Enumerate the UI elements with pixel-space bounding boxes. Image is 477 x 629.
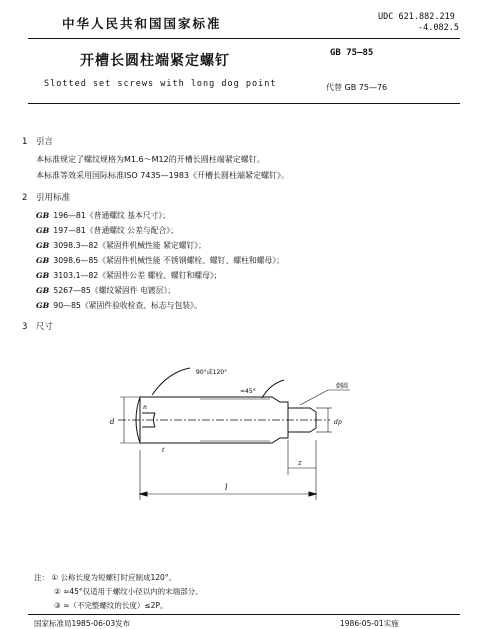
reference-item: GB 197—81《普通螺纹 公差与配合》；	[36, 226, 178, 235]
chamfer-label: 倒圆	[336, 383, 349, 390]
section-1-para-2: 本标准等效采用国际标准ISO 7435—1983《开槽长圆柱端紧定螺钉》。	[36, 171, 289, 180]
footer-rule	[28, 614, 460, 615]
gb-number: GB 75—85	[330, 48, 374, 58]
section-1-para-1: 本标准规定了螺纹规格为M1.6～M12的开槽长圆柱端紧定螺钉。	[36, 155, 265, 164]
reference-item: GB 5267—85《螺纹紧固件 电镀层》；	[36, 286, 176, 295]
chamfer-leader	[300, 390, 328, 405]
document-title: 开槽长圆柱端紧定螺钉	[80, 53, 230, 69]
reference-item: GB 90—85《紧固件验收检查、标志与包装》。	[36, 301, 202, 310]
dim-n-label: n	[143, 404, 147, 411]
angle-arc-left	[152, 368, 190, 395]
dim-l-label: l	[225, 483, 228, 492]
note-1: 注： ① 公称长度为短螺钉时应制成120°。	[34, 573, 177, 582]
angle-label: 90°或120°	[196, 369, 228, 376]
reference-item: GB 3098.6—85《紧固件机械性能 不锈钢螺栓、螺钉、螺柱和螺母》；	[36, 256, 284, 265]
dim-dp-label: dp	[334, 419, 342, 426]
header-rule	[28, 38, 460, 39]
note-2: ② ≈45°仅适用于螺纹小径以内的末端部分。	[54, 587, 203, 596]
standard-org-title: 中华人民共和国国家标准	[62, 16, 222, 31]
section-2-heading: 2 引用标准	[22, 193, 71, 203]
dim-z-label: z	[298, 459, 302, 467]
dim-t-label: t	[162, 447, 165, 454]
udc-line-2: -4.082.5	[418, 23, 459, 33]
section-1-heading: 1 引言	[22, 137, 54, 147]
screw-drawing	[0, 340, 477, 560]
angle-arc-right	[262, 380, 284, 398]
english-title: Slotted set screws with long dog point	[44, 79, 277, 89]
udc-line-1: UDC 621.882.219	[378, 12, 455, 22]
replaces-note: 代替 GB 75—76	[326, 83, 388, 92]
footer-issued: 国家标准局1985-06-03发布	[34, 619, 131, 628]
title-rule	[28, 103, 460, 104]
dim-d-label: d	[110, 418, 115, 426]
udc-code	[378, 12, 459, 34]
reference-item: GB 3103.1—82《紧固件公差 螺栓、螺钉和螺母》；	[36, 271, 222, 280]
footer-effective: 1986-05-01实施	[340, 619, 399, 628]
section-3-heading: 3 尺寸	[22, 322, 54, 332]
reference-item: GB 196—81《普通螺纹 基本尺寸》；	[36, 211, 171, 220]
angle45-label: ≈45°	[240, 388, 256, 395]
note-3: ③ ≈（不完整螺纹的长度）≤2P。	[54, 601, 168, 610]
reference-item: GB 3098.3—82《紧固件机械性能 紧定螺钉》；	[36, 241, 206, 250]
